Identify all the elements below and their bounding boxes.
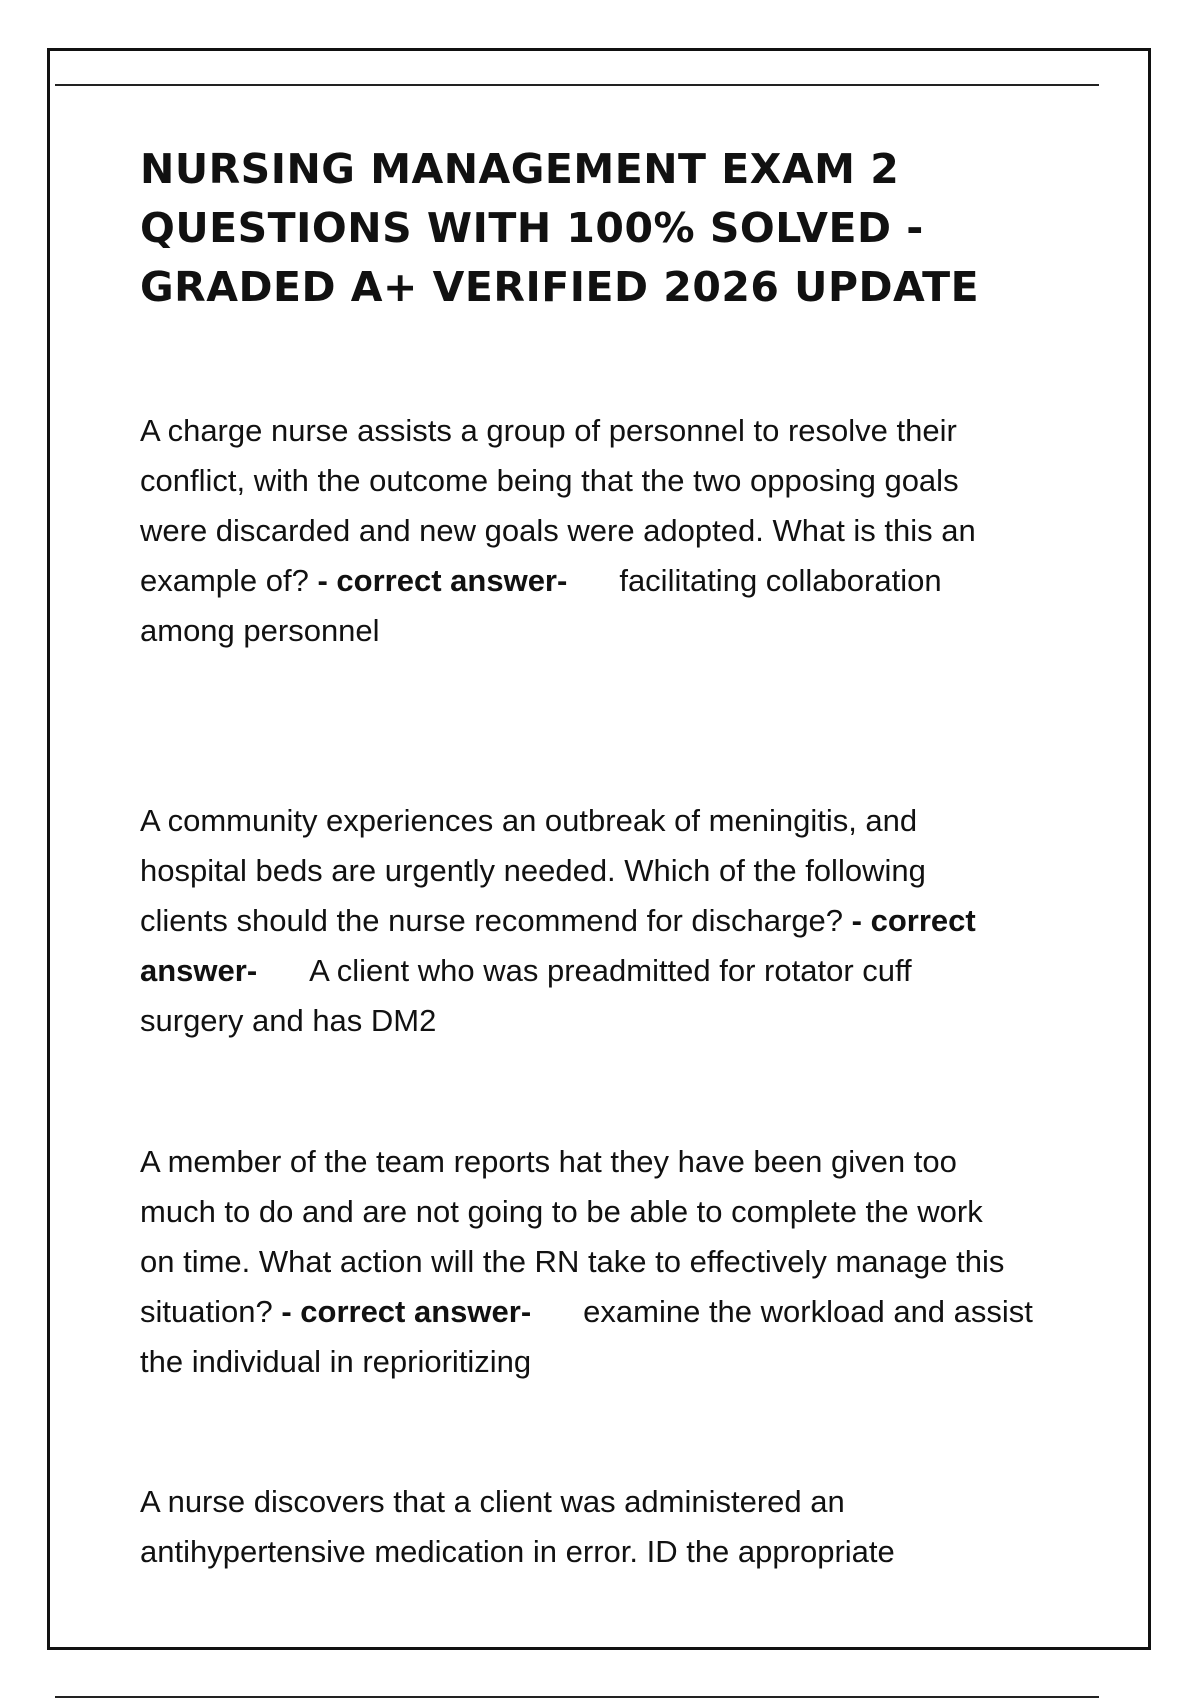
answer-label: - correct answer- — [281, 1294, 532, 1329]
answer-label: - correct answer- — [317, 563, 568, 598]
answer-label: - correct — [851, 903, 976, 938]
qa-item — [140, 1137, 1033, 1387]
qa-item — [140, 1477, 895, 1577]
answer-label-continued: answer- — [140, 953, 258, 988]
question-text: A member of the team reports hat they have been given too much to do and are not going to be able to complete the work on time. What action will the RN take to effectively manage this situation? — [140, 1144, 1005, 1329]
qa-item — [140, 796, 976, 1046]
qa-item — [140, 406, 976, 656]
answer-text: A client who was preadmitted for rotator cuff surgery and has DM2 — [140, 953, 912, 1038]
header-rule — [55, 84, 1099, 86]
answer-text: facilitating collaboration among personnel — [140, 563, 942, 648]
question-text: A community experiences an outbreak of meningitis, and hospital beds are urgently needed. Which of the following clients should the nurse recommend for discharge? — [140, 803, 926, 938]
document-body — [140, 140, 1080, 1569]
footer-rule — [55, 1696, 1099, 1698]
document-title: NURSING MANAGEMENT EXAM 2 QUESTIONS WITH 100% SOLVED - GRADED A+ VERIFIED 2026 UPDATE — [140, 145, 980, 311]
answer-text: examine the workload and assist the individual in reprioritizing — [140, 1294, 1033, 1379]
question-text: A nurse discovers that a client was administered an antihypertensive medication in error. ID the appropriate — [140, 1484, 895, 1569]
question-text: A charge nurse assists a group of personnel to resolve their conflict, with the outcome being that the two opposing goals were discarded and new goals were adopted. What is this an example of? — [140, 413, 976, 598]
